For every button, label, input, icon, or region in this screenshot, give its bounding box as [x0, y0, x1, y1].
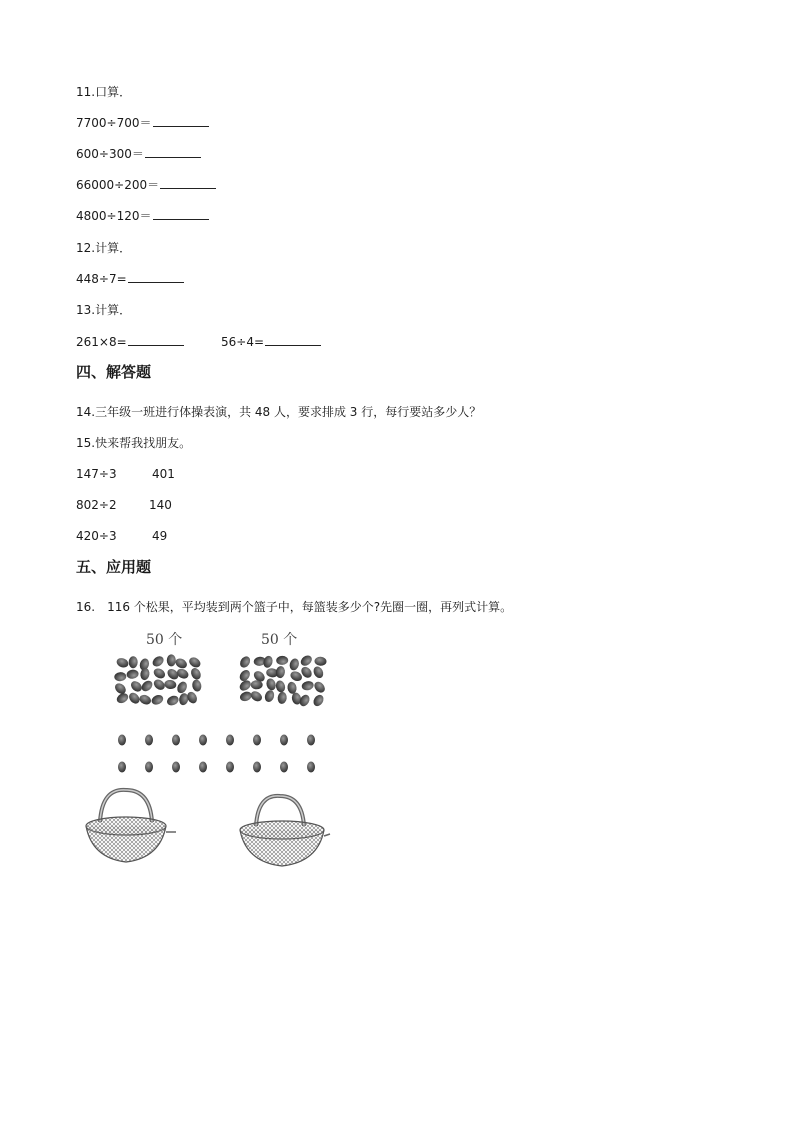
pine-cone-pile-right [238, 653, 327, 708]
answer-blank[interactable] [265, 334, 321, 346]
pine-cone-icon [140, 679, 155, 694]
q13-title: 13.计算． [76, 303, 132, 317]
pine-cone-icon [288, 657, 300, 671]
pine-cone-icon [289, 670, 304, 683]
pine-cone-icon [185, 690, 198, 705]
q13-expression-b: 56÷4= [221, 335, 265, 349]
basket-icon [86, 790, 176, 862]
q12-expression: 448÷7= [76, 272, 127, 286]
q11-expression-2: 600÷300＝ [76, 147, 144, 161]
pine-cone-icon [263, 689, 275, 703]
pine-cone-icon [114, 672, 127, 682]
pine-cone-icon [172, 735, 180, 746]
pine-cone-icon [301, 680, 315, 691]
pine-cone-icon [238, 655, 252, 670]
loose-pine-cones [118, 735, 315, 773]
q11-item-2 [76, 146, 201, 162]
q15-left-1: 147÷3 [76, 467, 117, 481]
q15-right-1: 401 [152, 467, 175, 481]
pine-cone-icon [127, 691, 142, 706]
pine-cone-icon [189, 666, 202, 681]
answer-blank[interactable] [153, 208, 209, 220]
pine-cone-icon [167, 654, 176, 666]
q11-item-3 [76, 177, 216, 193]
section-5-heading: 五、应用题 [76, 558, 152, 576]
pine-cone-icon [239, 690, 253, 703]
pine-cone-icon [150, 693, 165, 706]
pine-cone-icon [277, 691, 287, 704]
pine-cone-icon [287, 681, 298, 694]
pine-cone-icon [312, 693, 326, 708]
pine-cone-icon [129, 656, 138, 668]
pine-cone-icon [145, 735, 153, 746]
pine-cone-icon [164, 679, 177, 690]
pile-label-left: 50 个 [146, 632, 183, 648]
pine-cone-icon [199, 735, 207, 746]
pine-cone-icon [307, 735, 315, 746]
pine-cone-icon [140, 667, 151, 680]
pine-cone-icon [151, 654, 166, 669]
q15-right-2: 140 [149, 498, 172, 512]
q16-text: 16. 116 个松果，平均装到两个篮子中，每篮装多少个?先圈一圈，再列式计算。 [76, 600, 513, 614]
pine-cone-icon [251, 680, 263, 689]
q13-item-b [221, 334, 321, 350]
q13-item-a [76, 334, 184, 350]
q11-expression-1: 7700÷700＝ [76, 116, 152, 130]
pine-cone-icon [165, 694, 180, 707]
answer-blank[interactable] [160, 177, 216, 189]
q11-item-1 [76, 115, 209, 131]
pine-cone-icon [191, 679, 202, 692]
basket-icon [240, 796, 330, 866]
pine-cone-icon [126, 669, 139, 680]
pine-cone-icon [178, 693, 189, 706]
q14-text: 14.三年级一班进行体操表演，共 48 人，要求排成 3 行，每行要站多少人？ [76, 405, 482, 419]
pine-cone-icon [314, 656, 327, 666]
pine-cone-icon [138, 693, 153, 706]
q12-item [76, 271, 184, 287]
pile-label-right: 50 个 [261, 632, 298, 648]
pine-cone-icon [175, 680, 188, 695]
q15-right-3: 49 [152, 529, 168, 543]
pine-cone-icon [262, 655, 274, 669]
pine-cone-icon [129, 679, 144, 694]
pine-cone-icon [312, 665, 325, 680]
pine-cone-icon [187, 655, 202, 669]
pine-cone-icon [253, 735, 261, 746]
pine-cone-icon [307, 762, 315, 773]
answer-blank[interactable] [145, 146, 201, 158]
q15-title: 15.快来帮我找朋友。 [76, 436, 192, 450]
pine-cone-icon [118, 762, 126, 773]
q11-title: 11.口算． [76, 85, 132, 99]
pine-cone-icon [275, 666, 285, 679]
pine-cone-icon [175, 667, 190, 681]
q11-expression-4: 4800÷120＝ [76, 209, 152, 223]
pine-cone-icon [174, 657, 189, 671]
q13-expression-a: 261×8= [76, 335, 127, 349]
pine-cone-icon [172, 762, 180, 773]
pine-cone-icon [275, 679, 287, 693]
pine-cone-icon [299, 653, 314, 667]
pine-cone-icon [253, 762, 261, 773]
q11-item-4 [76, 208, 209, 224]
pine-cone-icon [312, 680, 327, 695]
pine-cone-icon [280, 762, 288, 773]
q12-title: 12.计算． [76, 241, 132, 255]
section-4-heading: 四、解答题 [76, 363, 152, 381]
pine-cone-icon [226, 735, 234, 746]
answer-blank[interactable] [153, 115, 209, 127]
q15-left-2: 802÷2 [76, 498, 117, 512]
pine-cone-illustration [80, 626, 340, 876]
answer-blank[interactable] [128, 271, 184, 283]
pine-cone-icon [145, 762, 153, 773]
answer-blank[interactable] [128, 334, 184, 346]
pine-cone-icon [249, 689, 264, 703]
q11-expression-3: 66000÷200＝ [76, 178, 160, 192]
pine-cone-icon [280, 735, 288, 746]
pine-cone-icon [152, 666, 167, 680]
pine-cone-icon [265, 677, 277, 691]
q15-left-3: 420÷3 [76, 529, 117, 543]
pine-cone-icon [115, 656, 129, 669]
pine-cone-icon [199, 762, 207, 773]
pine-cone-icon [276, 656, 288, 665]
pine-cone-pile-left [113, 654, 203, 707]
pine-cone-icon [226, 762, 234, 773]
pine-cone-icon [118, 735, 126, 746]
